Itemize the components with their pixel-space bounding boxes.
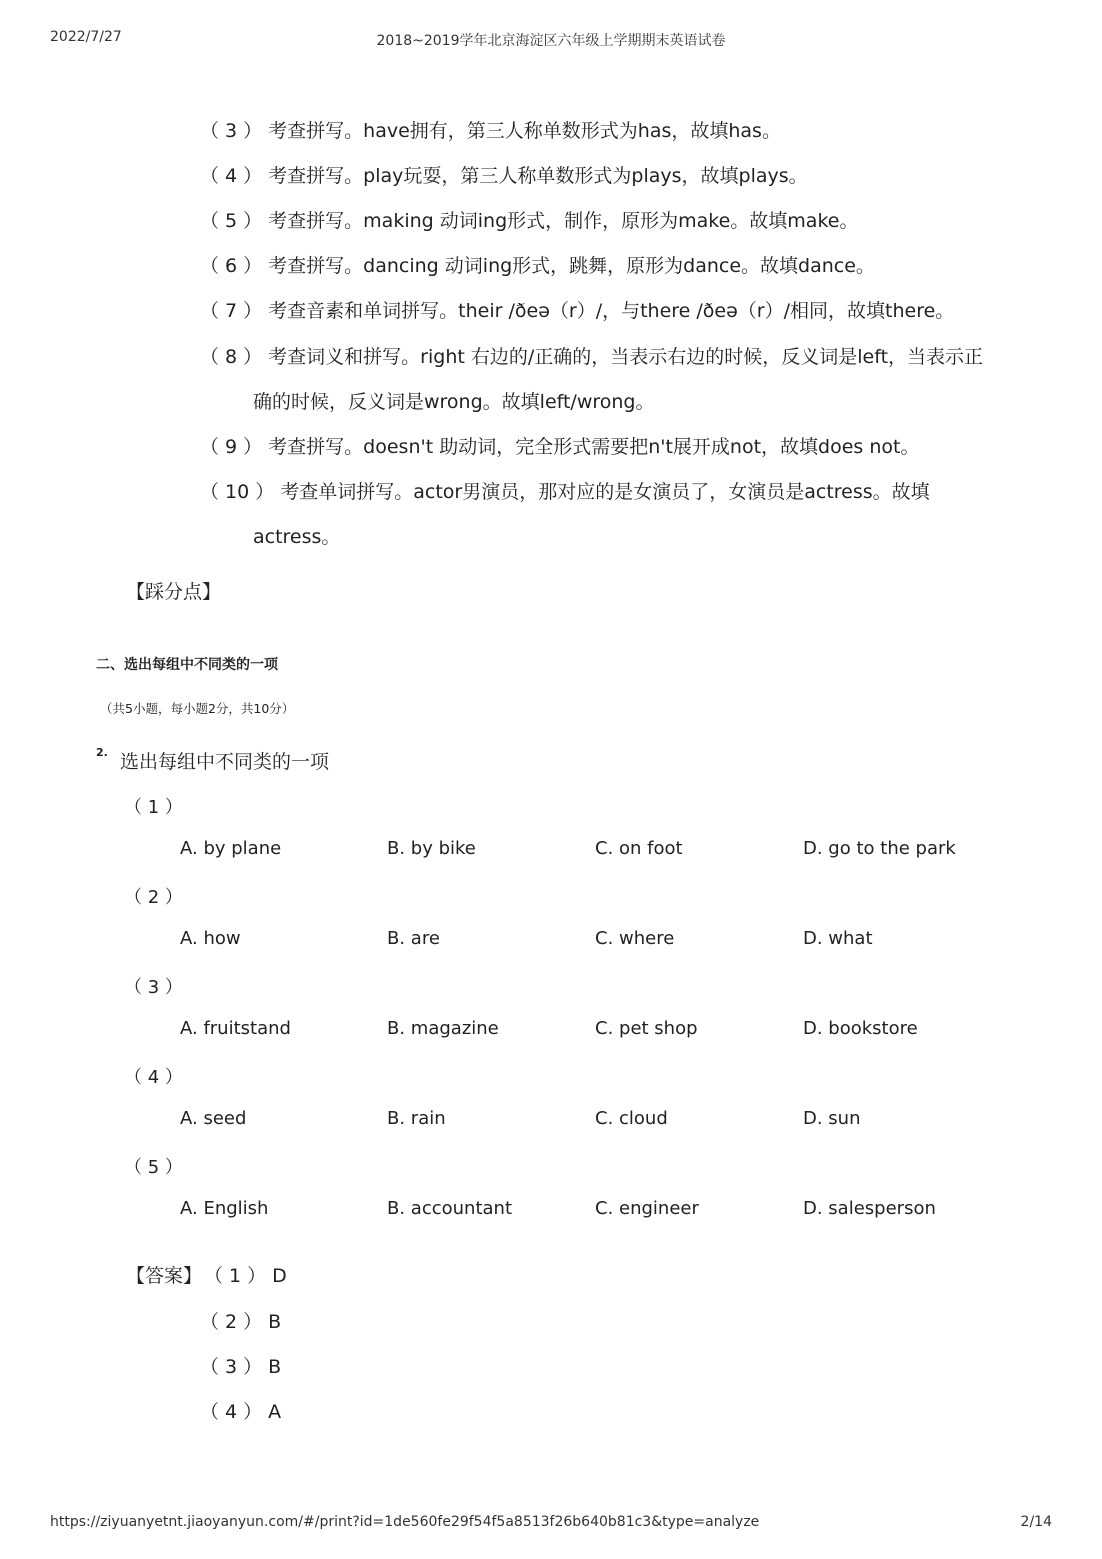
option-c: C. on foot [595, 838, 683, 859]
answer-label: 【答案】 [126, 1265, 203, 1287]
sub-question-label: （ 2 ） [124, 887, 183, 908]
analysis-item: （ 10 ） 考查单词拼写。actor男演员，那对应的是女演员了，女演员是actress。故填 [200, 481, 930, 503]
option-b: B. magazine [387, 1018, 499, 1039]
analysis-item: （ 8 ） 考查词义和拼写。right 右边的/正确的，当表示右边的时候，反义词是left，当表示正 [200, 346, 984, 368]
sub-question-label: （ 5 ） [124, 1157, 183, 1178]
document-title: 2018~2019学年北京海淀区六年级上学期期末英语试卷 [376, 33, 726, 49]
sub-question-label: （ 1 ） [124, 797, 183, 818]
section-note: （共5小题，每小题2分，共10分） [100, 701, 295, 716]
analysis-item: （ 3 ） 考查拼写。have拥有，第三人称单数形式为has，故填has。 [200, 120, 781, 142]
answer-item: （ 3 ） B [200, 1356, 282, 1378]
option-d: D. bookstore [803, 1018, 918, 1039]
analysis-item: （ 9 ） 考查拼写。doesn't 助动词，完全形式需要把n't展开成not，故填does not。 [200, 436, 920, 458]
option-c: C. cloud [595, 1108, 668, 1129]
footer-url: https://ziyuanyetnt.jiaoyanyun.com/#/print?id=1de560fe29f54f5a8513f26b640b81c3&type=analyze [50, 1514, 760, 1530]
option-c: C. pet shop [595, 1018, 698, 1039]
option-a: A. by plane [180, 838, 282, 859]
analysis-item: （ 4 ） 考查拼写。play玩耍，第三人称单数形式为plays，故填plays。 [200, 165, 808, 187]
analysis-item-continuation: actress。 [253, 526, 341, 548]
option-a: A. how [180, 928, 241, 949]
option-a: A. English [180, 1198, 269, 1219]
print-date: 2022/7/27 [50, 29, 122, 45]
page-number: 2/14 [1020, 1514, 1052, 1530]
option-d: D. go to the park [803, 838, 956, 859]
answer-item: （ 2 ） B [200, 1311, 282, 1333]
sub-question-label: （ 4 ） [124, 1067, 183, 1088]
option-a: A. seed [180, 1108, 247, 1129]
option-b: B. rain [387, 1108, 446, 1129]
answer-item: （ 4 ） A [200, 1401, 282, 1423]
option-b: B. accountant [387, 1198, 512, 1219]
section-title: 二、选出每组中不同类的一项 [96, 657, 278, 673]
option-b: B. by bike [387, 838, 476, 859]
option-c: C. where [595, 928, 675, 949]
question-number: 2. [96, 746, 108, 759]
option-b: B. are [387, 928, 440, 949]
option-d: D. what [803, 928, 873, 949]
option-a: A. fruitstand [180, 1018, 291, 1039]
pitfall-label: 【踩分点】 [126, 581, 222, 603]
analysis-item: （ 5 ） 考查拼写。making 动词ing形式，制作，原形为make。故填make。 [200, 210, 859, 232]
analysis-item-continuation: 确的时候，反义词是wrong。故填left/wrong。 [253, 391, 655, 413]
analysis-item: （ 6 ） 考查拼写。dancing 动词ing形式，跳舞，原形为dance。故填dance。 [200, 255, 875, 277]
option-d: D. salesperson [803, 1198, 936, 1219]
option-c: C. engineer [595, 1198, 699, 1219]
analysis-item: （ 7 ） 考查音素和单词拼写。their /ðeə（r）/，与there /ðeə（r）/相同，故填there。 [200, 300, 955, 322]
sub-question-label: （ 3 ） [124, 977, 183, 998]
question-prompt: 选出每组中不同类的一项 [120, 751, 330, 773]
option-d: D. sun [803, 1108, 861, 1129]
answer-item: （ 1 ） D [204, 1265, 287, 1287]
